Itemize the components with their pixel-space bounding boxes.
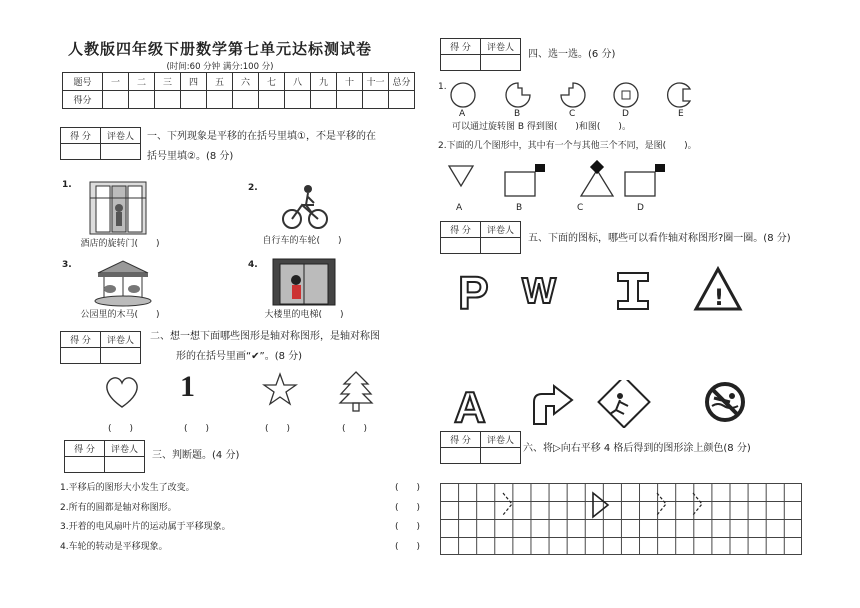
score-row-label: 得分 bbox=[63, 91, 103, 109]
q3-item-text: 4.车轮的转动是平移现象。 bbox=[60, 541, 168, 552]
score-input-cell[interactable] bbox=[311, 91, 337, 109]
score-input-cell[interactable] bbox=[233, 91, 259, 109]
q3-item-text: 3.开着的电风扇叶片的运动属于平移现象。 bbox=[60, 522, 231, 532]
q3-title: 三、判断题。(4 分) bbox=[152, 450, 240, 461]
score-cell: 七 bbox=[259, 73, 285, 91]
carousel-picture bbox=[88, 259, 158, 307]
letter-p-figure: P bbox=[458, 267, 489, 315]
bicycle-picture bbox=[280, 183, 330, 231]
q4-label: B bbox=[516, 203, 523, 213]
q4-p1-number: 1. bbox=[438, 82, 447, 92]
grader-score-label: 得 分 bbox=[61, 332, 101, 348]
grader-score-cell[interactable] bbox=[441, 55, 481, 71]
q2-blank[interactable]: ( ) bbox=[108, 424, 134, 434]
q1-item-label: 公园里的木马( ) bbox=[80, 310, 160, 320]
score-input-cell[interactable] bbox=[103, 91, 129, 109]
grader-box bbox=[440, 431, 521, 464]
grader-name-cell[interactable] bbox=[101, 348, 141, 364]
elevator-picture bbox=[272, 258, 336, 306]
q1-item-label: 自行车的车轮( ) bbox=[262, 236, 342, 246]
q1-item-number: 4. bbox=[248, 260, 258, 270]
grader-score-label: 得 分 bbox=[441, 39, 481, 55]
grader-name-cell[interactable] bbox=[481, 238, 521, 254]
score-cell: 八 bbox=[285, 73, 311, 91]
paper-title: 人教版四年级下册数学第七单元达标测试卷 bbox=[67, 40, 372, 58]
score-cell: 十一 bbox=[363, 73, 389, 91]
q4-label: C bbox=[569, 109, 576, 119]
turn-right-arrow-icon bbox=[534, 386, 572, 424]
grader-name-cell[interactable] bbox=[481, 55, 521, 71]
q3-item-text: 2.所有的圆都是轴对称图形。 bbox=[60, 502, 177, 513]
q4-p2-text: 2.下面的几个图形中，其中有一个与其他三个不同，是图( )。 bbox=[438, 141, 697, 151]
grader-score-cell[interactable] bbox=[441, 448, 481, 464]
grader-label: 评卷人 bbox=[481, 432, 521, 448]
q3-item bbox=[60, 538, 420, 558]
letter-w-figure: W bbox=[522, 270, 556, 311]
q3-item bbox=[60, 518, 420, 538]
score-cell: 一 bbox=[103, 73, 129, 91]
rotation-circles-figure bbox=[450, 80, 700, 112]
score-table bbox=[62, 72, 415, 109]
grader-score-cell[interactable] bbox=[61, 144, 101, 160]
q3-blank[interactable]: ( ) bbox=[394, 502, 420, 513]
grader-score-label: 得 分 bbox=[65, 441, 105, 457]
score-table-score-row bbox=[63, 91, 415, 109]
digit-one-figure: 1 bbox=[180, 370, 195, 403]
score-cell: 五 bbox=[207, 73, 233, 91]
q4-label: C bbox=[577, 203, 584, 213]
q1-instructions bbox=[147, 127, 437, 167]
grader-score-label: 得 分 bbox=[441, 432, 481, 448]
grader-name-cell[interactable] bbox=[105, 457, 145, 473]
grader-label: 评卷人 bbox=[101, 128, 141, 144]
different-shapes-figure bbox=[445, 160, 670, 200]
score-input-cell[interactable] bbox=[259, 91, 285, 109]
letter-a-figure: A bbox=[454, 383, 486, 428]
q1-line2: 括号里填②。(8 分) bbox=[147, 151, 234, 162]
q2-blank[interactable]: ( ) bbox=[265, 424, 291, 434]
q3-item bbox=[60, 499, 420, 519]
score-table-header-row bbox=[63, 73, 415, 91]
grader-score-cell[interactable] bbox=[65, 457, 105, 473]
warning-sign-icon bbox=[696, 269, 740, 311]
score-input-cell[interactable] bbox=[389, 91, 415, 109]
q1-item-number: 1. bbox=[62, 180, 72, 190]
heart-icon bbox=[102, 374, 142, 410]
q1-item-number: 3. bbox=[62, 260, 72, 270]
letter-i-figure bbox=[618, 273, 648, 309]
q6-title: 六、将▷向右平移 4 格后得到的图形涂上颜色(8 分) bbox=[523, 443, 751, 454]
grader-score-cell[interactable] bbox=[61, 348, 101, 364]
q5-icons-row1 bbox=[450, 265, 750, 315]
score-cell: 十 bbox=[337, 73, 363, 91]
score-cell: 六 bbox=[233, 73, 259, 91]
tree-icon bbox=[338, 370, 374, 412]
score-input-cell[interactable] bbox=[363, 91, 389, 109]
warning-mark: ! bbox=[714, 286, 725, 311]
grader-box bbox=[64, 440, 145, 473]
q4-label: E bbox=[678, 109, 684, 119]
score-input-cell[interactable] bbox=[181, 91, 207, 109]
grader-name-cell[interactable] bbox=[481, 448, 521, 464]
grader-label: 评卷人 bbox=[481, 39, 521, 55]
q4-label: A bbox=[456, 203, 463, 213]
score-input-cell[interactable] bbox=[129, 91, 155, 109]
q2-line2: 形的在括号里画“✔”。(8 分) bbox=[176, 351, 303, 362]
q1-item-label: 酒店的旋转门( ) bbox=[80, 239, 160, 249]
paper-subtitle: (时间:60 分钟 满分:100 分) bbox=[166, 62, 274, 72]
grader-box bbox=[60, 331, 141, 364]
grader-label: 评卷人 bbox=[481, 222, 521, 238]
grader-score-cell[interactable] bbox=[441, 238, 481, 254]
score-cell: 三 bbox=[155, 73, 181, 91]
score-cell: 二 bbox=[129, 73, 155, 91]
score-input-cell[interactable] bbox=[337, 91, 363, 109]
q3-list bbox=[60, 479, 420, 557]
q2-blank[interactable]: ( ) bbox=[342, 424, 368, 434]
no-swimming-sign-icon bbox=[707, 384, 743, 420]
q1-item-label: 大楼里的电梯( ) bbox=[264, 310, 344, 320]
q1-item-number: 2. bbox=[248, 183, 258, 193]
grader-label: 评卷人 bbox=[101, 332, 141, 348]
score-input-cell[interactable] bbox=[285, 91, 311, 109]
q3-item-text: 1.平移后的图形大小发生了改变。 bbox=[60, 483, 195, 493]
q1-line1: 一、下列现象是平移的在括号里填①，不是平移的在 bbox=[147, 131, 376, 142]
grader-score-label: 得 分 bbox=[441, 222, 481, 238]
slippery-road-sign-icon bbox=[599, 380, 650, 427]
grid-shapes bbox=[440, 483, 803, 556]
score-cell: 题号 bbox=[63, 73, 103, 91]
score-input-cell[interactable] bbox=[207, 91, 233, 109]
q4-label: D bbox=[622, 109, 629, 119]
grader-box bbox=[440, 221, 521, 254]
grader-box bbox=[60, 127, 141, 160]
revolving-door-picture bbox=[88, 180, 148, 236]
q2-line1: 二、想一想下面哪些图形是轴对称图形，是轴对称图 bbox=[150, 331, 380, 342]
q4-label: D bbox=[637, 203, 644, 213]
q5-icons-row2 bbox=[450, 380, 750, 428]
q3-blank[interactable]: ( ) bbox=[394, 483, 420, 493]
grader-label: 评卷人 bbox=[105, 441, 145, 457]
q4-label: B bbox=[514, 109, 521, 119]
q4-p1-text: 可以通过旋转图 B 得到图( )和图( )。 bbox=[452, 122, 631, 132]
q3-item bbox=[60, 479, 420, 499]
q2-blank[interactable]: ( ) bbox=[184, 424, 210, 434]
q4-label: A bbox=[459, 109, 466, 119]
score-cell: 四 bbox=[181, 73, 207, 91]
q4-title: 四、选一选。(6 分) bbox=[528, 49, 616, 60]
q3-blank[interactable]: ( ) bbox=[394, 541, 420, 552]
score-input-cell[interactable] bbox=[155, 91, 181, 109]
score-cell: 总分 bbox=[389, 73, 415, 91]
q5-title: 五、下面的图标，哪些可以看作轴对称图形?圈一圈。(8 分) bbox=[528, 233, 791, 244]
grader-box bbox=[440, 38, 521, 71]
score-cell: 九 bbox=[311, 73, 337, 91]
grader-name-cell[interactable] bbox=[101, 144, 141, 160]
grader-score-label: 得 分 bbox=[61, 128, 101, 144]
q2-instructions bbox=[150, 327, 440, 367]
q3-blank[interactable]: ( ) bbox=[394, 522, 420, 532]
star-icon bbox=[262, 372, 298, 408]
